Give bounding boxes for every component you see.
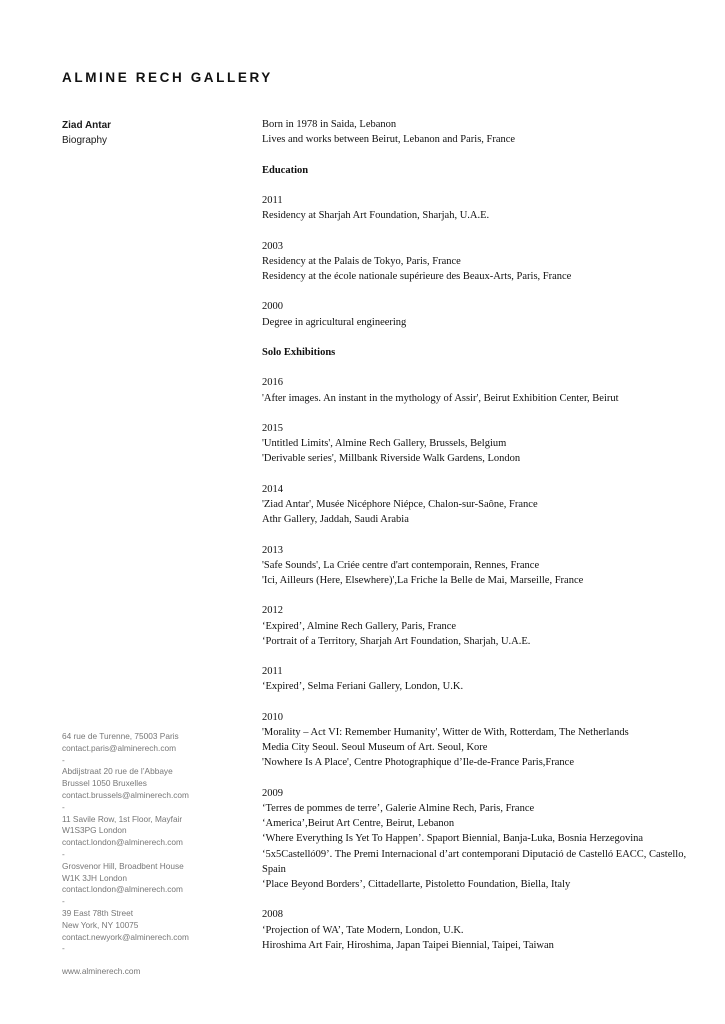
contact-line: 64 rue de Turenne, 75003 Paris [62,731,179,741]
entry-item: ‘Place Beyond Borders’, Cittadellarte, Pistoletto Foundation, Biella, Italy [262,878,571,890]
entry-item: ‘Expired’, Selma Feriani Gallery, London, U.K. [262,681,464,693]
education-heading: Education [262,164,309,176]
entry-item: Residency at Sharjah Art Foundation, Sharjah, U.A.E. [262,210,490,222]
contact-line: - [62,754,65,765]
entry-year: 2011 [262,666,283,678]
entry-item: 'Ici, Ailleurs (Here, Elsewhere)',La Friche la Belle de Mai, Marseille, France [262,574,584,586]
entry-item: ‘Where Everything Is Yet To Happen’. Spaport Biennial, Banja-Luka, Bosnia Herzegovina [262,833,644,845]
gallery-logo: ALMINE RECH GALLERY [62,70,273,85]
solo-exhibitions-heading: Solo Exhibitions [262,346,336,358]
contact-line: Brussel 1050 Bruxelles [62,778,147,789]
entry-year: 2009 [262,787,283,799]
contact-line: Abdijstraat 20 rue de l’Abbaye [62,766,173,777]
website-link[interactable]: www.alminerech.com [62,966,141,976]
contact-line: Grosvenor Hill, Broadbent House [62,860,184,871]
education-list [262,178,702,330]
entry-item: 'Nowhere Is A Place', Centre Photographique d’Ile-de-France Paris,France [262,757,574,769]
entry-item: ‘Portrait of a Territory, Sharjah Art Foundation, Sharjah, U.A.E. [262,635,531,647]
entry-item: ‘5x5Castelló09’. The Premi Internacional d’art contemporani Diputació de Castelló EACC, Castello, Spain [262,848,687,875]
contact-line: - [62,943,65,954]
contact-line: contact.london@alminerech.com [62,884,183,895]
contact-line: - [62,801,65,812]
entry-year: 2012 [262,605,283,617]
entry-item: ‘Expired’, Almine Rech Gallery, Paris, France [262,620,457,632]
entry-year: 2015 [262,422,283,434]
contact-line: W1S3PG London [62,825,127,836]
artist-name: Ziad Antar [62,120,112,131]
entry-item: ‘Terres de pommes de terre’, Galerie Almine Rech, Paris, France [262,802,535,814]
entry-item: 'After images. An instant in the mythology of Assir', Beirut Exhibition Center, Beirut [262,392,619,404]
contact-line: W1K 3JH London [62,872,128,883]
contact-line: New York, NY 10075 [62,919,139,930]
entry-item: Hiroshima Art Fair, Hiroshima, Japan Taipei Biennial, Taipei, Taiwan [262,939,554,951]
entry-item: Athr Gallery, Jaddah, Saudi Arabia [262,514,409,526]
entry-item: ‘Projection of WA’, Tate Modern, London, U.K. [262,924,464,936]
entry-year: 2000 [262,301,283,313]
biography-content [262,117,702,953]
entry-item: 'Derivable series', Millbank Riverside Walk Gardens, London [262,453,521,465]
entry-item: Degree in agricultural engineering [262,316,407,328]
entry-year: 2014 [262,483,283,495]
entry-year: 2013 [262,544,283,556]
artist-header [62,118,111,148]
born-line: Born in 1978 in Saida, Lebanon [262,119,397,130]
entry-item: 'Untitled Limits', Almine Rech Gallery, Brussels, Belgium [262,438,507,450]
entry-year: 2016 [262,377,283,389]
entry-item: Media City Seoul. Seoul Museum of Art. Seoul, Kore [262,742,488,754]
gallery-contacts [62,731,189,955]
contact-line: contact.newyork@alminerech.com [62,931,189,942]
lives-line: Lives and works between Beirut, Lebanon and Paris, France [262,134,516,146]
contact-line: 11 Savile Row, 1st Floor, Mayfair [62,813,183,824]
entry-year: 2010 [262,711,283,723]
entry-item: 'Morality – Act VI: Remember Humanity', Witter de With, Rotterdam, The Netherlands [262,726,629,738]
entry-item: ‘America’,Beirut Art Centre, Beirut, Lebanon [262,818,455,830]
entry-item: Residency at the Palais de Tokyo, Paris, France [262,255,461,267]
entry-item: 'Safe Sounds', La Criée centre d'art contemporain, Rennes, France [262,559,540,571]
entry-year: 2003 [262,240,283,252]
contact-line: 39 East 78th Street [62,907,134,918]
entry-item: Residency at the école nationale supérieure des Beaux-Arts, Paris, France [262,270,572,282]
contact-line: contact.paris@alminerech.com [62,742,177,753]
entry-year: 2008 [262,909,283,921]
contact-line: - [62,848,65,859]
solo-exhibitions-list [262,360,702,953]
contact-line: contact.brussels@alminerech.com [62,789,189,800]
entry-item: 'Ziad Antar', Musée Nicéphore Niépce, Chalon-sur-Saône, France [262,498,538,510]
contact-line: - [62,896,65,907]
contact-line: contact.london@alminerech.com [62,837,183,848]
entry-year: 2011 [262,194,283,206]
section-label: Biography [62,135,108,146]
